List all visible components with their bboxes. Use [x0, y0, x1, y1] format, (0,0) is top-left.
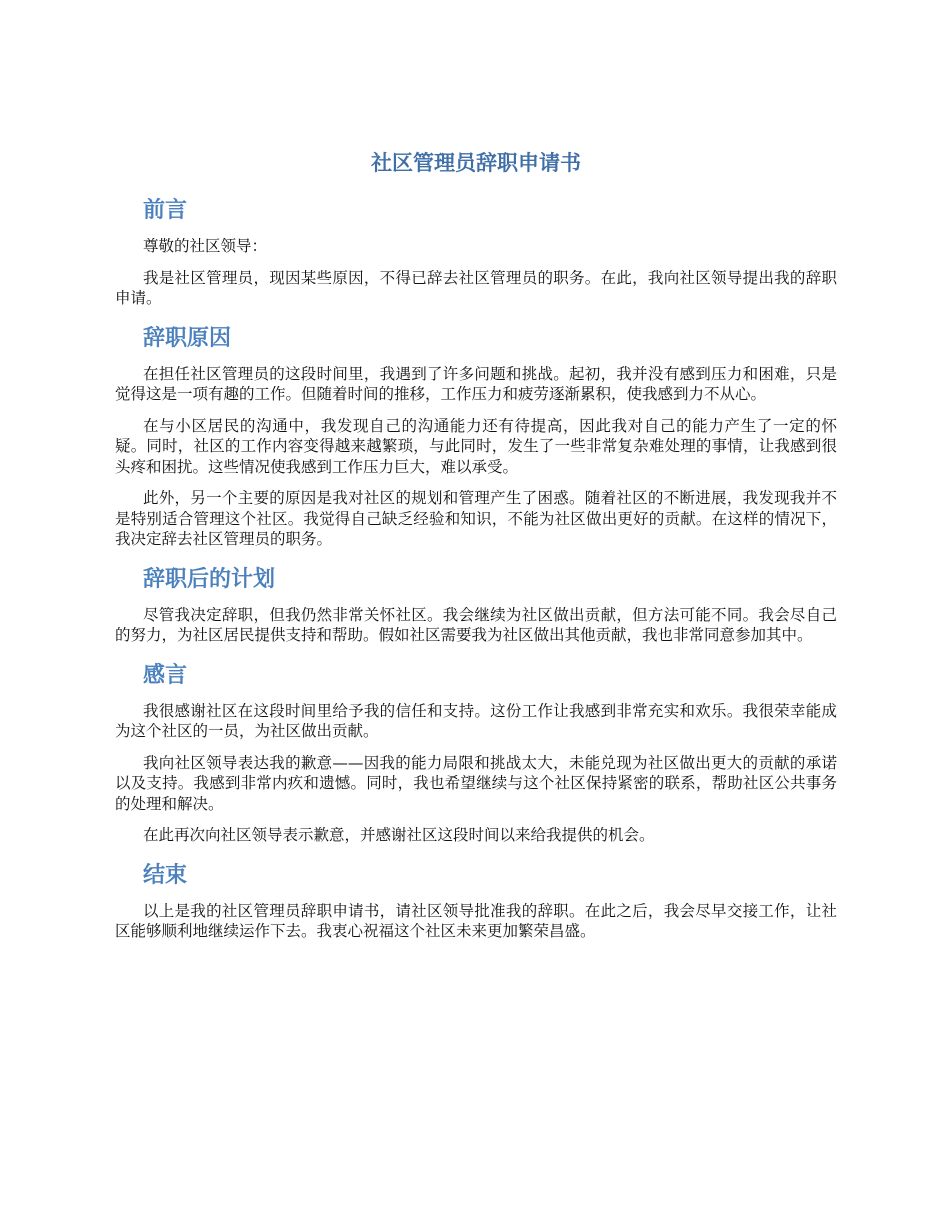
paragraph: 在与小区居民的沟通中，我发现自己的沟通能力还有待提高，因此我对自己的能力产生了一定的怀疑。同时，社区的工作内容变得越来越繁琐，与此同时，发生了一些非常复杂难处理的事情，让我感到很头疼和困扰。这些情况使我感到工作压力巨大，难以承受。 — [115, 416, 837, 476]
section-preface — [115, 192, 837, 309]
document-body — [115, 146, 837, 953]
paragraph: 在担任社区管理员的这段时间里，我遇到了许多问题和挑战。起初，我并没有感到压力和困难，只是觉得这是一项有趣的工作。但随着时间的推移，工作压力和疲劳逐渐累积，使我感到力不从心。 — [115, 364, 837, 403]
section-acknowledgements — [115, 657, 837, 846]
section-heading: 前言 — [143, 198, 188, 223]
section-post-resignation-plan — [115, 561, 837, 646]
section-heading: 辞职后的计划 — [143, 566, 276, 592]
section-heading: 结束 — [143, 862, 188, 888]
paragraph: 此外，另一个主要的原因是我对社区的规划和管理产生了困惑。随着社区的不断进展，我发现我并不是特别适合管理这个社区。我觉得自己缺乏经验和知识，不能为社区做出更好的贡献。在这样的情况下，我决定辞去社区管理员的职务。 — [115, 489, 837, 548]
paragraph: 我是社区管理员，现因某些原因，不得已辞去社区管理员的职务。在此，我向社区领导提出我的辞职申请。 — [115, 268, 837, 307]
paragraph: 我向社区领导表达我的歉意——因我的能力局限和挑战太大，未能兑现为社区做出更大的贡献的承诺以及支持。我感到非常内疚和遗憾。同时，我也希望继续与这个社区保持紧密的联系，帮助社区公共事务的处理和解决。 — [115, 753, 837, 813]
section-heading: 感言 — [143, 662, 188, 688]
section-heading: 辞职原因 — [143, 325, 232, 351]
paragraph: 以上是我的社区管理员辞职申请书，请社区领导批准我的辞职。在此之后，我会尽早交接工作，让社区能够顺利地继续运作下去。我衷心祝福这个社区未来更加繁荣昌盛。 — [115, 901, 837, 940]
section-resignation-reasons — [115, 320, 837, 550]
paragraph: 我很感谢社区在这段时间里给予我的信任和支持。这份工作让我感到非常充实和欢乐。我很荣幸能成为这个社区的一员，为社区做出贡献。 — [115, 701, 837, 740]
document-title: 社区管理员辞职申请书 — [371, 151, 581, 175]
paragraph: 在此再次向社区领导表示歉意，并感谢社区这段时间以来给我提供的机会。 — [143, 826, 655, 844]
section-conclusion — [115, 857, 837, 942]
paragraph: 尽管我决定辞职，但我仍然非常关怀社区。我会继续为社区做出贡献，但方法可能不同。我会尽自己的努力，为社区居民提供支持和帮助。假如社区需要我为社区做出其他贡献，我也非常同意参加其中。 — [115, 605, 837, 644]
paragraph: 尊敬的社区领导： — [143, 237, 268, 255]
